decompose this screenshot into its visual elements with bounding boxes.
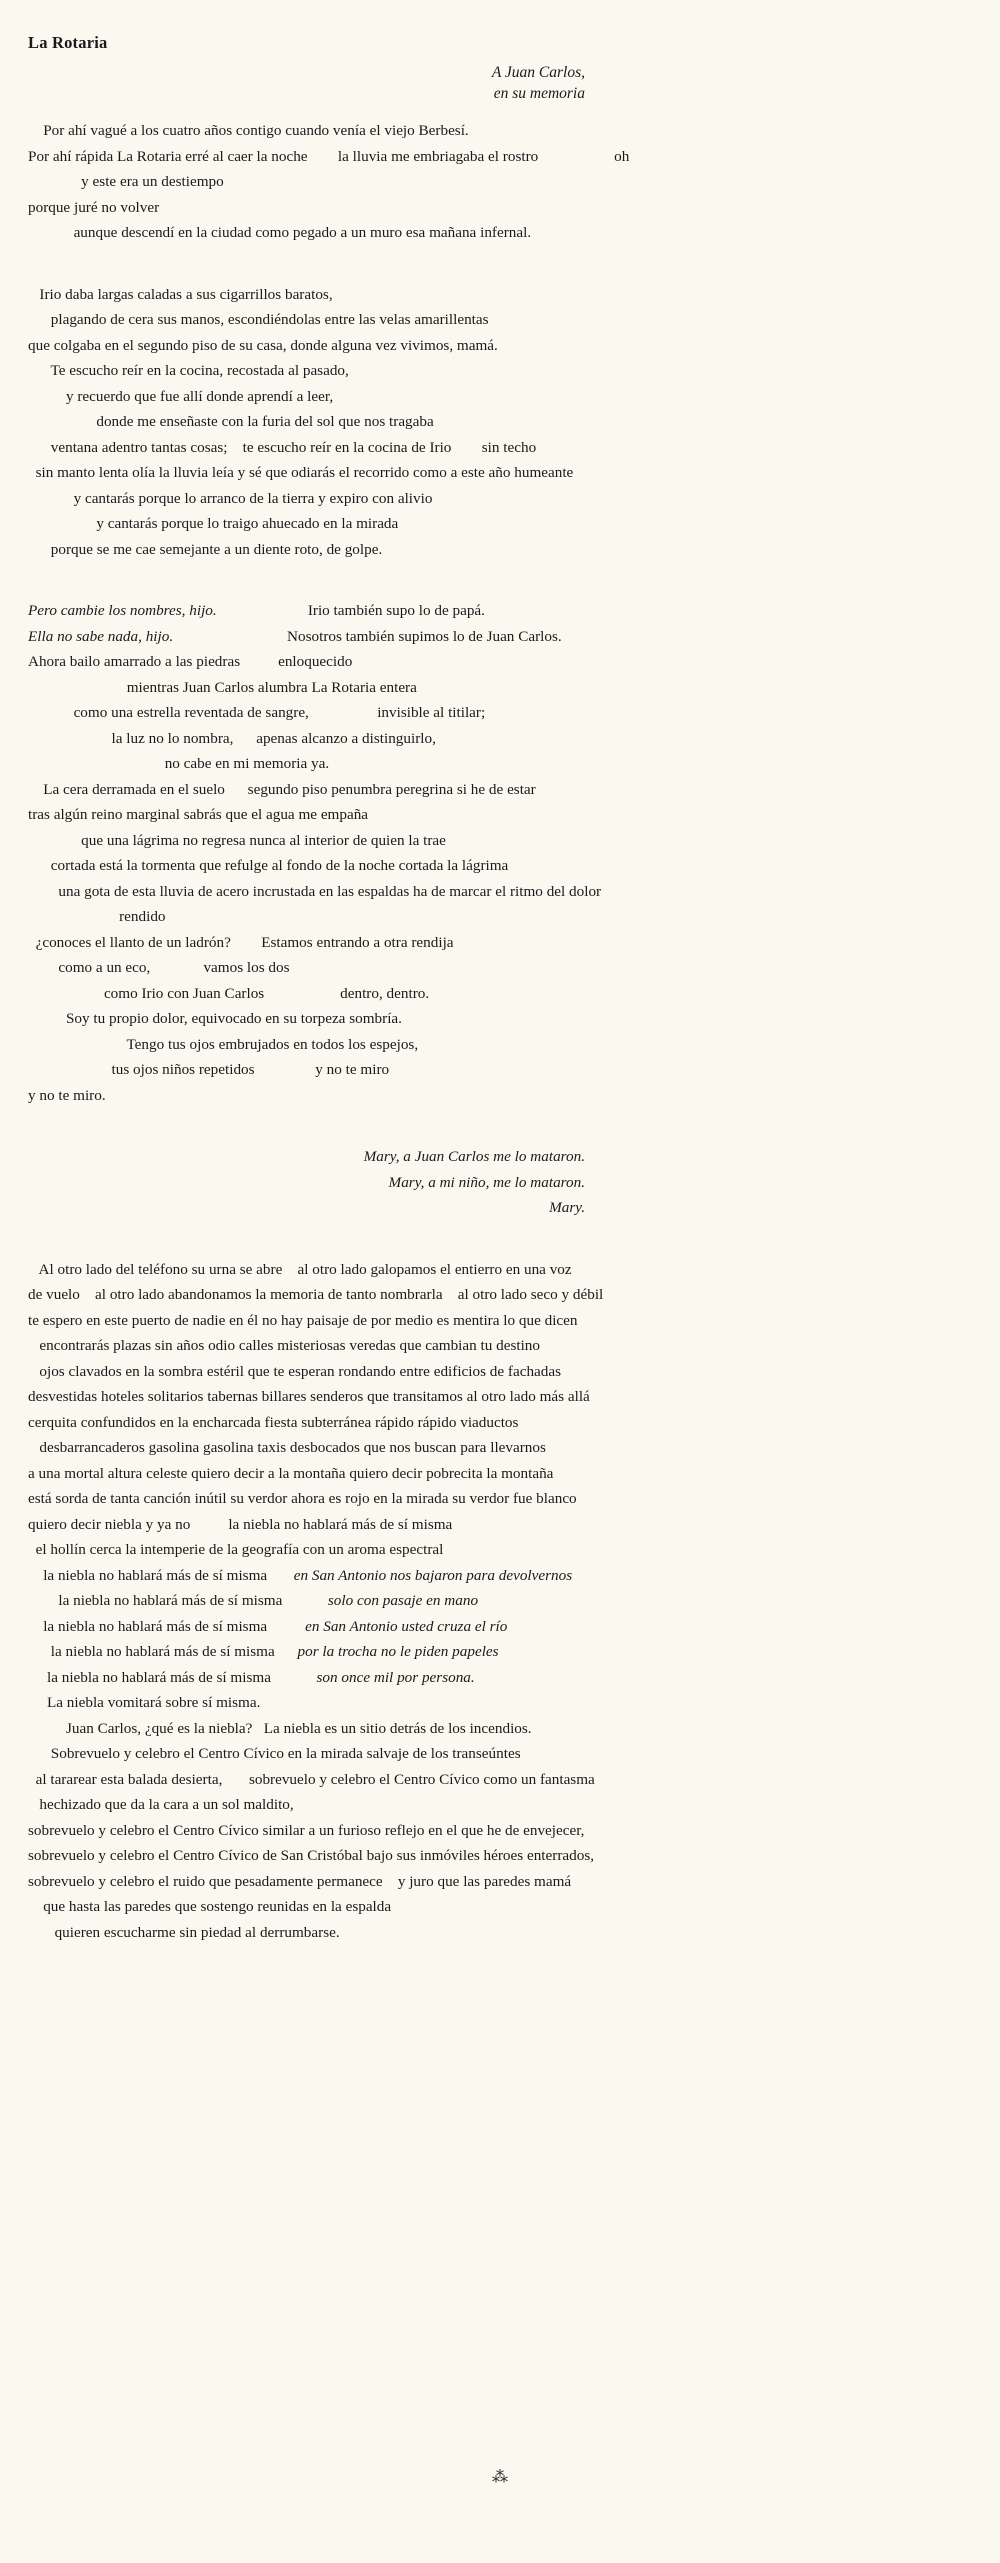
poem-line bbox=[0, 1563, 1000, 1589]
poem-line: y cantarás porque lo traigo ahuecado en la mirada bbox=[28, 515, 399, 532]
poem-line: encontrarás plazas sin años odio calles misteriosas veredas que cambian tu destino bbox=[28, 1337, 540, 1354]
poem-line: al tararear esta balada desierta, sobrevuelo y celebro el Centro Cívico como un fantasma bbox=[28, 1770, 595, 1788]
poem-line: sobrevuelo y celebro el Centro Cívico similar a un furioso reflejo en el que he de envejecer, bbox=[28, 1821, 585, 1839]
poem-line-roman-part: la niebla no hablará más de sí misma bbox=[28, 1617, 306, 1635]
stanza bbox=[0, 1144, 1000, 1221]
poem-line-roman-part: la niebla no hablará más de sí misma bbox=[28, 1643, 298, 1660]
dedication-line-1: A Juan Carlos, bbox=[491, 64, 585, 81]
dedication bbox=[492, 62, 585, 104]
poem-line: Al otro lado del teléfono su urna se abre al otro lado galopamos el entierro en una voz bbox=[28, 1260, 572, 1278]
poem-line-italic-part: son once mil por persona. bbox=[316, 1668, 475, 1686]
poem-line-italic-part: solo con pasaje en mano bbox=[327, 1592, 479, 1609]
page-title: La Rotaria bbox=[28, 33, 108, 53]
poem-line: desvestidas hoteles solitarios tabernas billares senderos que transitamos al otro lado más allá bbox=[28, 1388, 590, 1405]
poem-line: quieren escucharme sin piedad al derrumbarse. bbox=[28, 1923, 340, 1941]
poem-line: sin manto lenta olía la lluvia leía y sé que odiarás el recorrido como a este año humeante bbox=[28, 464, 574, 481]
stanza-spacer bbox=[0, 268, 1000, 282]
poem-line bbox=[0, 1588, 1000, 1614]
stanza-spacer bbox=[0, 1130, 1000, 1144]
poem-line-italic-part: por la trocha no le piden papeles bbox=[297, 1643, 499, 1660]
stanza bbox=[0, 118, 1000, 246]
poem-line: Ahora bailo amarrado a las piedras enloquecido bbox=[28, 653, 353, 670]
poem-line-roman-part: la niebla no hablará más de sí misma bbox=[28, 1566, 294, 1584]
poem-line: Irio daba largas caladas a sus cigarrillos baratos, bbox=[28, 285, 333, 303]
poem-line: Juan Carlos, ¿qué es la niebla? La niebla es un sitio detrás de los incendios. bbox=[28, 1719, 532, 1737]
poem-line: no cabe en mi memoria ya. bbox=[28, 755, 330, 772]
poem-line: quiero decir niebla y ya no la niebla no hablará más de sí misma bbox=[28, 1515, 453, 1533]
poem-line-italic-part: Pero cambie los nombres, hijo. bbox=[28, 602, 217, 619]
poem-line: Te escucho reír en la cocina, recostada al pasado, bbox=[28, 362, 349, 379]
poem-line: y este era un destiempo bbox=[28, 173, 224, 190]
stanza-spacer bbox=[0, 1243, 1000, 1257]
stanza bbox=[0, 598, 1000, 1108]
poem-line: que colgaba en el segundo piso de su casa, donde alguna vez vivimos, mamá. bbox=[28, 336, 498, 354]
poem-line-italic-part: en San Antonio usted cruza el río bbox=[305, 1617, 508, 1635]
poem-line-roman-part: la niebla no hablará más de sí misma bbox=[28, 1668, 317, 1686]
poem-line: está sorda de tanta canción inútil su verdor ahora es rojo en la mirada su verdor fue blanco bbox=[28, 1490, 577, 1507]
poem-line: Mary, a Juan Carlos me lo mataron. bbox=[363, 1148, 585, 1165]
poem-line: plagando de cera sus manos, escondiéndolas entre las velas amarillentas bbox=[28, 311, 489, 328]
poem-line: Por ahí rápida La Rotaria erré al caer la noche la lluvia me embriagaba el rostro oh bbox=[28, 147, 630, 165]
poem-line: la luz no lo nombra, apenas alcanzo a distinguirlo, bbox=[28, 729, 436, 747]
poem-line bbox=[0, 1665, 1000, 1691]
poem-line: cortada está la tormenta que refulge al fondo de la noche cortada la lágrima bbox=[28, 857, 509, 874]
poem-line-roman-part: la niebla no hablará más de sí misma bbox=[28, 1592, 328, 1609]
poem-line: La niebla vomitará sobre sí misma. bbox=[28, 1694, 261, 1711]
poem-line-roman-part: Irio también supo lo de papá. bbox=[216, 602, 485, 619]
poem-line: rendido bbox=[28, 908, 166, 925]
poem-line: mientras Juan Carlos alumbra La Rotaria entera bbox=[28, 678, 417, 696]
poem-line-italic-part: Ella no sabe nada, hijo. bbox=[28, 627, 174, 645]
poem-line: desbarrancaderos gasolina gasolina taxis desbocados que nos buscan para llevarnos bbox=[28, 1439, 546, 1456]
poem-line: una gota de esta lluvia de acero incrustada en las espaldas ha de marcar el ritmo del dolor bbox=[28, 882, 602, 900]
poem-line: ¿conoces el llanto de un ladrón? Estamos entrando a otra rendija bbox=[28, 933, 454, 951]
stanza-spacer bbox=[0, 1967, 1000, 1981]
poem-line: aunque descendí en la ciudad como pegado a un muro esa mañana infernal. bbox=[28, 224, 532, 241]
poem-line: como una estrella reventada de sangre, invisible al titilar; bbox=[28, 704, 486, 721]
poem-line: ojos clavados en la sombra estéril que te esperan rondando entre edificios de fachadas bbox=[28, 1362, 562, 1380]
poem-line: te espero en este puerto de nadie en él no hay paisaje de por medio es mentira lo que dicen bbox=[28, 1311, 578, 1329]
stanza bbox=[0, 1257, 1000, 1946]
poem-line: a una mortal altura celeste quiero decir a la montaña quiero decir pobrecita la montaña bbox=[28, 1464, 554, 1482]
poem-line: Tengo tus ojos embrujados en todos los espejos, bbox=[28, 1035, 419, 1053]
stanza bbox=[0, 282, 1000, 563]
poem-line: sobrevuelo y celebro el ruido que pesadamente permanece y juro que las paredes mamá bbox=[28, 1872, 572, 1890]
poem-line: como a un eco, vamos los dos bbox=[28, 959, 290, 976]
asterism-ornament: ⁂ bbox=[492, 2469, 508, 2486]
poem-line: Mary. bbox=[549, 1199, 585, 1216]
poem-line bbox=[0, 1614, 1000, 1640]
poem-line: de vuelo al otro lado abandonamos la memoria de tanto nombrarla al otro lado seco y débil bbox=[28, 1286, 604, 1303]
poem-line: que hasta las paredes que sostengo reunidas en la espalda bbox=[28, 1898, 392, 1915]
poem-line: Sobrevuelo y celebro el Centro Cívico en la mirada salvaje de los transeúntes bbox=[28, 1745, 521, 1762]
poem-line bbox=[0, 624, 1000, 650]
poem-line: La cera derramada en el suelo segundo piso penumbra peregrina si he de estar bbox=[28, 780, 536, 798]
poem-line: porque se me cae semejante a un diente roto, de golpe. bbox=[28, 540, 383, 558]
poem-line: Mary, a mi niño, me lo mataron. bbox=[388, 1173, 585, 1191]
poem-line: y cantarás porque lo arranco de la tierra y expiro con alivio bbox=[28, 489, 433, 507]
poem-line: cerquita confundidos en la encharcada fiesta subterránea rápido rápido viaductos bbox=[28, 1413, 519, 1431]
poem-line: como Irio con Juan Carlos dentro, dentro. bbox=[28, 984, 430, 1002]
poem-line: el hollín cerca la intemperie de la geografía con un aroma espectral bbox=[28, 1541, 444, 1558]
poem-line bbox=[0, 598, 1000, 624]
poem-line bbox=[0, 1639, 1000, 1665]
poem-line: hechizado que da la cara a un sol maldito, bbox=[28, 1796, 294, 1813]
poem-line-roman-part: Nosotros también supimos lo de Juan Carlos. bbox=[173, 627, 562, 645]
dedication-line-2: en su memoria bbox=[493, 85, 585, 102]
poem-body bbox=[0, 118, 1000, 1981]
poem-line: sobrevuelo y celebro el Centro Cívico de San Cristóbal bajo sus inmóviles héroes enterrados, bbox=[28, 1847, 595, 1864]
poem-line: Por ahí vagué a los cuatro años contigo cuando venía el viejo Berbesí. bbox=[28, 122, 469, 139]
poem-line: y recuerdo que fue allí donde aprendí a leer, bbox=[28, 387, 334, 405]
poem-line-italic-part: en San Antonio nos bajaron para devolvernos bbox=[293, 1566, 573, 1584]
poem-line: tras algún reino marginal sabrás que el agua me empaña bbox=[28, 806, 369, 823]
poem-line: ventana adentro tantas cosas; te escucho reír en la cocina de Irio sin techo bbox=[28, 438, 537, 456]
poem-line: tus ojos niños repetidos y no te miro bbox=[28, 1061, 390, 1078]
stanza-spacer bbox=[0, 584, 1000, 598]
poem-line: que una lágrima no regresa nunca al interior de quien la trae bbox=[28, 831, 446, 849]
poem-line: porque juré no volver bbox=[28, 198, 160, 216]
poem-line: y no te miro. bbox=[28, 1086, 106, 1104]
poem-line: Soy tu propio dolor, equivocado en su torpeza sombría. bbox=[28, 1010, 402, 1027]
poem-line: donde me enseñaste con la furia del sol que nos tragaba bbox=[28, 413, 434, 430]
